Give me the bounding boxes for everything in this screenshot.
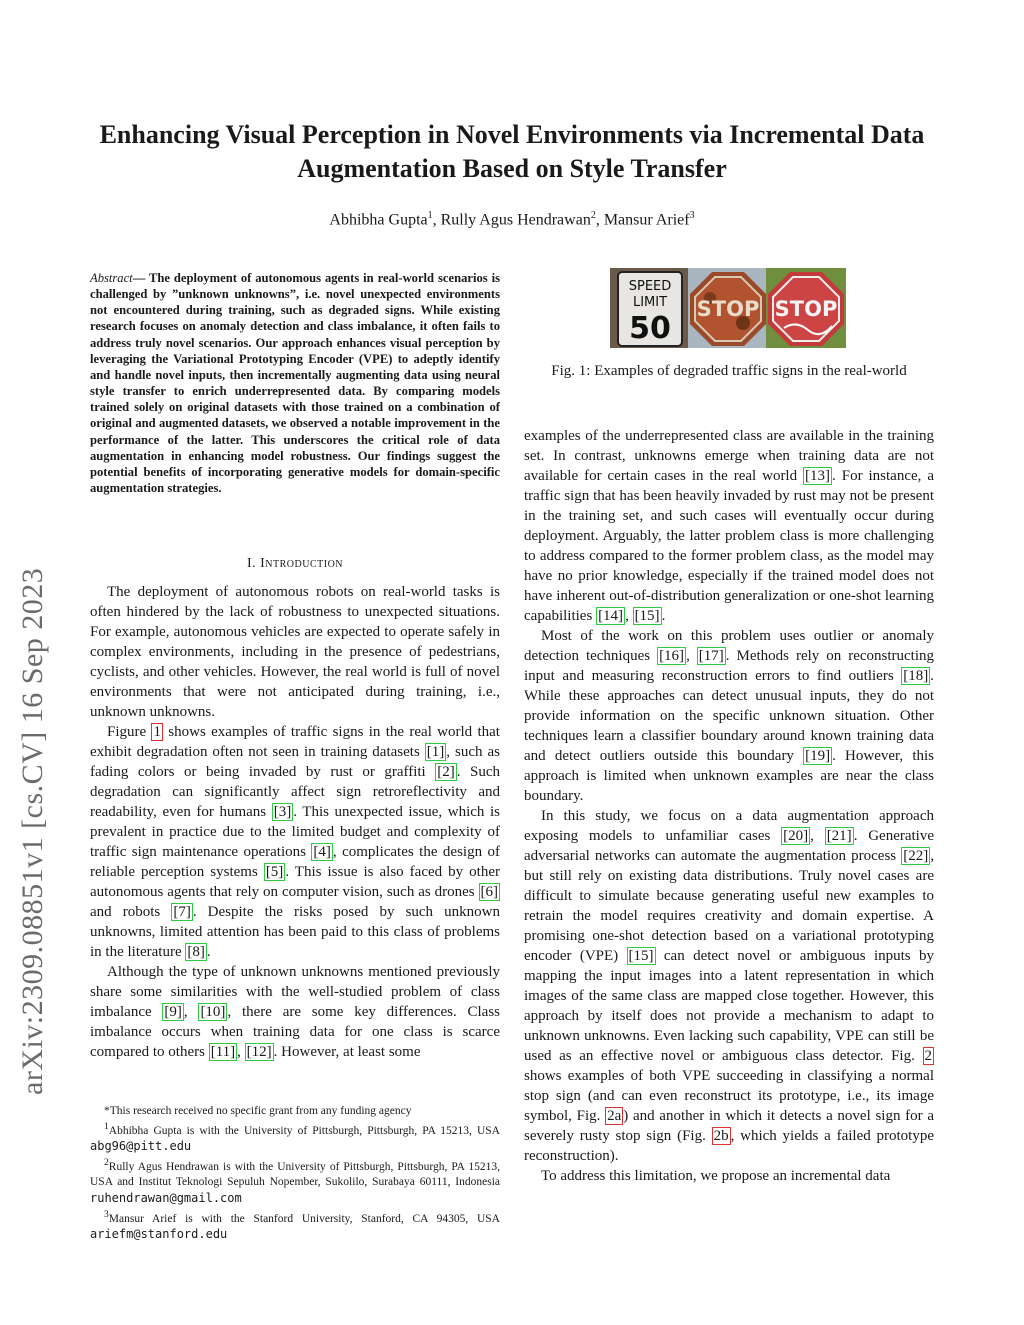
footnote-author-1: $^1$Abhibha Gupta is with the University of Pittsburgh, Pittsburgh, PA 15213, USA abg96@pitt.edu — [90, 1121, 500, 1154]
graffiti-stop-sign-image — [766, 268, 846, 348]
email-link[interactable]: abg96@pitt.edu — [90, 1139, 192, 1154]
left-column-body — [90, 582, 500, 1062]
citation-link[interactable]: [6] — [480, 884, 498, 900]
paragraph: Figure 1 shows examples of traffic signs in the real world that exhibit degradation often not seen in training datasets [1] , such as fading colors or being invaded by rust or graffiti [2] . Such degradation can significantly affect sign retroreflectivity and readability, even for humans [3] . This unexpected issue, which is prevalent in practice due to the limited budget and complexity of traffic sign maintenance operations [4] , complicates the design of reliable perception systems [5] . This issue is also faced by other autonomous agents that rely on computer vision, such as drones [6] and robots [7] . Despite the risks posed by such unknown unknowns, limited attention has been paid to this class of problems in the literature [8] . — [90, 724, 501, 960]
author-2: Rully Agus Hendrawan — [440, 211, 591, 229]
author-1: Abhibha Gupta — [329, 211, 428, 229]
author-3: Mansur Arief — [603, 211, 690, 229]
sign-text-limit: LIMIT — [632, 295, 668, 310]
citation-link[interactable]: [14] — [598, 608, 624, 624]
paper-title: Enhancing Visual Perception in Novel Environments via Incremental Data Augmentation Based on Style Transfer — [99, 120, 925, 183]
abstract-label: Abstract — [90, 271, 133, 285]
citation-link[interactable]: [3] — [273, 804, 292, 820]
citation-link[interactable]: [13] — [805, 468, 831, 484]
paragraph: In this study, we focus on a data augmentation approach exposing models to unfamiliar cases [20] , [21] . Generative adversarial networks can automate the augmentation process [22] , but still rely on existing data distributions. Truly novel cases are difficult to simulate because generating useful new examples to retrain the model requires creativity and domain expertise. A promising one-shot detection based on a variational prototyping encoder (VPE) [15] can detect novel or ambiguous inputs by mapping the input images into a latent representation in which images of the same class are mapped close together. However, this approach by itself does not provide a mechanism to adapt to unknown unknowns. Even lacking such capability, VPE can still be used as an effective novel or ambiguous class detector. Fig. 2 shows examples of both VPE succeeding in classifying a normal stop sign (and can even reconstruct its prototype, i.e., its image symbol, Fig. 2a ) and another in which it detects a novel sign for a severely rusty stop sign (Fig. 2b , which yields a failed prototype reconstruction). — [524, 808, 935, 1164]
footnote-author-2: $^2$Rully Agus Hendrawan is with the University of Pittsburgh, Pittsburgh, PA 15213, USA and Institut Teknologi Sepuluh Nopember, Sukolilo, Surabaya 60111, Indonesia ruhendrawan@gmail.com — [90, 1157, 500, 1205]
figure-link[interactable]: 2b — [713, 1128, 729, 1144]
citation-link[interactable]: [2] — [437, 764, 455, 780]
footnotes — [90, 1104, 500, 1243]
citation-link[interactable]: [1] — [426, 744, 445, 760]
affiliation-mark: 2 — [590, 210, 596, 221]
citation-link[interactable]: [19] — [805, 748, 831, 764]
sign-text-50: 50 — [629, 311, 671, 346]
arxiv-identifier: arXiv:2309.08851v1 [cs.CV] 16 Sep 2023 — [16, 567, 49, 1095]
citation-link[interactable]: [22] — [903, 848, 929, 864]
footnote-funding: *This research received no specific grant from any funding agency — [104, 1105, 412, 1117]
paragraph: Although the type of unknown unknowns mentioned previously share some similarities with the well-studied problem of class imbalance [9] , [10] , there are some key differences. Class imbalance occurs when training data for one class is scarce compared to others [11] , [12] . However, at least some — [90, 964, 501, 1060]
citation-link[interactable]: [12] — [246, 1044, 272, 1060]
affiliation-mark: 1 — [427, 210, 433, 221]
sign-text-stop: STOP — [696, 297, 760, 321]
citation-link[interactable]: [10] — [200, 1004, 226, 1020]
citation-link[interactable]: [5] — [265, 864, 284, 880]
citation-link[interactable]: [9] — [164, 1004, 182, 1020]
citation-link[interactable]: [21] — [826, 828, 852, 844]
section-number: I. — [246, 556, 257, 571]
citation-link[interactable]: [20] — [783, 828, 809, 844]
section-heading-introduction — [90, 556, 500, 572]
abstract — [90, 270, 500, 496]
paragraph: To address this limitation, we propose an incremental data — [541, 1168, 891, 1184]
rusty-stop-sign-image — [688, 268, 768, 348]
paragraph: The deployment of autonomous robots on real-world tasks is often hindered by the lack of robustness to unexpected situations. For example, autonomous vehicles are expected to operate safely in complex environments, including in the presence of pedestrians, cyclists, and other vehicles. However, the real world is full of novel environments that were not anticipated during training, i.e., unknown unknowns. — [90, 584, 500, 720]
citation-link[interactable]: [18] — [903, 668, 929, 684]
figure-link[interactable]: 1 — [153, 724, 161, 740]
citation-link[interactable]: [4] — [313, 844, 331, 860]
speed-limit-sign-image — [610, 268, 690, 348]
citation-link[interactable]: [15] — [628, 948, 654, 964]
citation-link[interactable]: [17] — [698, 648, 724, 664]
citation-link[interactable]: [8] — [187, 944, 205, 960]
footnote-author-3: $^3$Mansur Arief is with the Stanford University, Stanford, CA 94305, USA ariefm@stanford.edu — [90, 1208, 500, 1241]
figure-link[interactable]: 2 — [924, 1048, 932, 1064]
sign-text-speed: SPEED — [628, 279, 672, 294]
abstract-text: — The deployment of autonomous agents in real-world scenarios is challenged by ”unknown unknowns”, i.e. novel unexpected environments not encountered during training, such as degraded signs. While existing research focuses on anomaly detection and class imbalance, it often fails to address truly novel scenarios. Our approach enhances visual perception by leveraging the Variational Prototyping Encoder (VPE) to adeptly identify and handle novel inputs, then incrementally augmenting data using neural style transfer to enrich underrepresented data. By comparing models trained solely on original datasets with those trained on a combination of original and augmented datasets, we observed a notable improvement in the performance of the latter. This underscores the critical role of data augmentation in enhancing model robustness. Our findings suggest the potential benefits of incorporating generative models for domain-specific augmentation strategies. — [90, 271, 500, 496]
citation-link[interactable]: [7] — [173, 904, 191, 920]
sign-text-stop: STOP — [774, 297, 838, 321]
right-column-body — [524, 426, 934, 1186]
citation-link[interactable]: [11] — [210, 1044, 236, 1060]
figure-link[interactable]: 2a — [607, 1108, 622, 1124]
email-link[interactable]: ariefm@stanford.edu — [90, 1226, 228, 1241]
author-list: Abhibha Gupta$^1$, Rully Agus Hendrawan$^2$, Mansur Arief$^3$ — [329, 210, 695, 229]
email-link[interactable]: ruhendrawan@gmail.com — [90, 1190, 242, 1205]
paragraph: examples of the underrepresented class are available in the training set. In contrast, unknowns emerge when training data are not available for certain cases in the real world [13] . For instance, a traffic sign that has been heavily invaded by rust may not be present in the training set, and such cases will eventually occur during deployment. Arguably, the latter problem class is more challenging to address compared to the former problem class, as the model may have no prior knowledge, especially if the trained model does not have inherent out-of-distribution generalization or one-shot learning capabilities [14] , [15] . — [524, 428, 934, 624]
figure-1-caption: Fig. 1: Examples of degraded traffic signs in the real-world — [551, 363, 907, 379]
citation-link[interactable]: [15] — [634, 608, 660, 624]
citation-link[interactable]: [16] — [659, 648, 685, 664]
section-title: Introduction — [260, 556, 344, 571]
affiliation-mark: 3 — [689, 210, 695, 221]
paragraph: Most of the work on this problem uses outlier or anomaly detection techniques [16] , [17] . Methods rely on reconstructing input and measuring reconstruction errors to find outliers [18] . While these approaches can detect unusual inputs, they do not provide information on the specific unknown situation. Other techniques learn a classifier boundary around known training data and detect outliers outside this boundary [19] . However, this approach is limited when unknown examples are near the class boundary. — [524, 628, 935, 804]
